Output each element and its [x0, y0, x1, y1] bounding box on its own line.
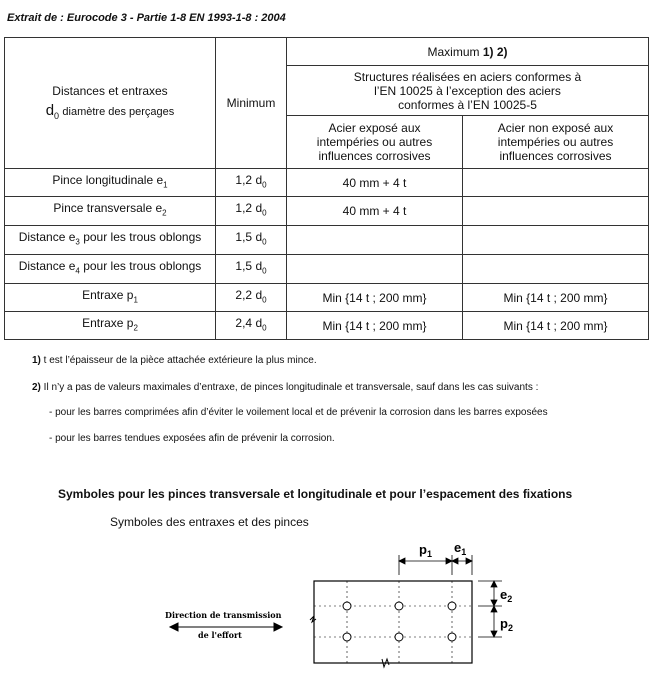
- table-row: [5, 284, 649, 312]
- row-exposed: [287, 226, 463, 255]
- structures-line2: l’EN 10025 à l’exception des aciers: [374, 83, 561, 98]
- structures-line1: Structures réalisées en aciers conformes à: [353, 69, 582, 84]
- header-exposed: [287, 116, 463, 169]
- exposed-line2: intempéries ou autres: [316, 135, 433, 149]
- row-not-exposed: [463, 169, 649, 197]
- p1-e1-dimension: [399, 555, 472, 575]
- note-2-bullet-2: - pour les barres tendues exposées afin de prévenir la corrosion.: [49, 433, 335, 444]
- e2-p2-dimension: [478, 581, 502, 637]
- bolt-hole: [343, 633, 351, 641]
- table-row: [5, 226, 649, 255]
- row-not-exposed: [463, 197, 649, 226]
- notexposed-line3: influences corrosives: [499, 149, 612, 163]
- header-not-exposed: [463, 116, 649, 169]
- row-minimum: 2,2 $d_0$: [216, 284, 287, 312]
- d0-sub: 0: [54, 110, 60, 121]
- header-distances-label: Distances et entraxes: [52, 83, 168, 98]
- symbols-title: Symboles pour les pinces transversale et longitudinale et pour l’espacement des fixations: [58, 487, 573, 501]
- row-label: Pince longitudinale $e_1$: [5, 169, 216, 197]
- exposed-line1: Acier exposé aux: [328, 121, 421, 135]
- note-2-bullet-1: - pour les barres comprimées afin d’éviter le voilement local et de prévenir la corrosion dans les barres exposées: [49, 407, 548, 418]
- d0-symbol: d: [45, 101, 55, 119]
- bolt-grid-lines: [314, 581, 472, 663]
- row-label: Distance $e_3$ pour les trous oblongs: [5, 226, 216, 255]
- row-label: Pince transversale $e_2$: [5, 197, 216, 226]
- left-break-mark: [310, 616, 316, 622]
- d0-description: diamètre des perçages: [62, 105, 175, 118]
- bolt-hole: [448, 602, 456, 610]
- row-label: Distance $e_4$ pour les trous oblongs: [5, 255, 216, 284]
- bottom-break-mark: [382, 659, 389, 667]
- e2-label: $e_2$: [500, 587, 513, 604]
- row-not-exposed: [463, 226, 649, 255]
- bolt-hole: [395, 633, 403, 641]
- table-row: [5, 197, 649, 226]
- row-minimum: 1,2 $d_0$: [216, 197, 287, 226]
- header-structures: [287, 66, 649, 116]
- row-exposed: [287, 255, 463, 284]
- table-row: [5, 312, 649, 340]
- eurocode-table: [4, 37, 649, 340]
- bolt-holes: [343, 602, 456, 641]
- notexposed-line2: intempéries ou autres: [497, 135, 614, 149]
- row-exposed: Min {14 t ; 200 mm}: [287, 284, 463, 312]
- spacing-diagram: [150, 535, 540, 675]
- notexposed-line1: Acier non exposé aux: [497, 121, 614, 135]
- note-2: 2) Il n’y a pas de valeurs maximales d’entraxe, de pinces longitudinale et transversale, sauf dans les cas suivants :: [32, 382, 539, 393]
- row-label: Entraxe $p_2$: [5, 312, 216, 340]
- table-row: [5, 255, 649, 284]
- plate-outline: [314, 581, 472, 663]
- table-row: [5, 169, 649, 197]
- e1-label: $e_1$: [454, 540, 467, 557]
- symbols-subtitle: Symboles des entraxes et des pinces: [110, 515, 309, 529]
- row-minimum: 1,5 $d_0$: [216, 255, 287, 284]
- row-not-exposed: [463, 255, 649, 284]
- header-minimum: Minimum: [216, 38, 287, 169]
- extract-source: Extrait de : Eurocode 3 - Partie 1-8 EN 1993-1-8 : 2004: [7, 12, 286, 24]
- structures-line3: conformes à l’EN 10025-5: [398, 97, 537, 112]
- row-not-exposed: Min {14 t ; 200 mm}: [463, 312, 649, 340]
- header-d0: [8, 101, 212, 123]
- row-label: Entraxe $p_1$: [5, 284, 216, 312]
- header-maximum-notes: 1) 2): [482, 44, 508, 59]
- bolt-hole: [395, 602, 403, 610]
- direction-label-line2: de l'effort: [198, 630, 242, 640]
- row-exposed: Min {14 t ; 200 mm}: [287, 312, 463, 340]
- header-distances: [5, 38, 216, 169]
- note-1: 1) t est l’épaisseur de la pièce attachée extérieure la plus mince.: [32, 355, 317, 366]
- row-minimum: 1,2 $d_0$: [216, 169, 287, 197]
- bolt-hole: [343, 602, 351, 610]
- row-not-exposed: Min {14 t ; 200 mm}: [463, 284, 649, 312]
- direction-label-line1: Direction de transmission: [165, 610, 282, 620]
- header-maximum-label: Maximum: [427, 44, 480, 59]
- bolt-hole: [448, 633, 456, 641]
- row-exposed: 40 mm + 4 t: [287, 197, 463, 226]
- p1-label: $p_1$: [419, 542, 432, 559]
- header-maximum: [287, 38, 649, 66]
- row-minimum: 1,5 $d_0$: [216, 226, 287, 255]
- p2-label: $p_2$: [500, 616, 513, 633]
- row-exposed: 40 mm + 4 t: [287, 169, 463, 197]
- row-minimum: 2,4 $d_0$: [216, 312, 287, 340]
- exposed-line3: influences corrosives: [318, 149, 431, 163]
